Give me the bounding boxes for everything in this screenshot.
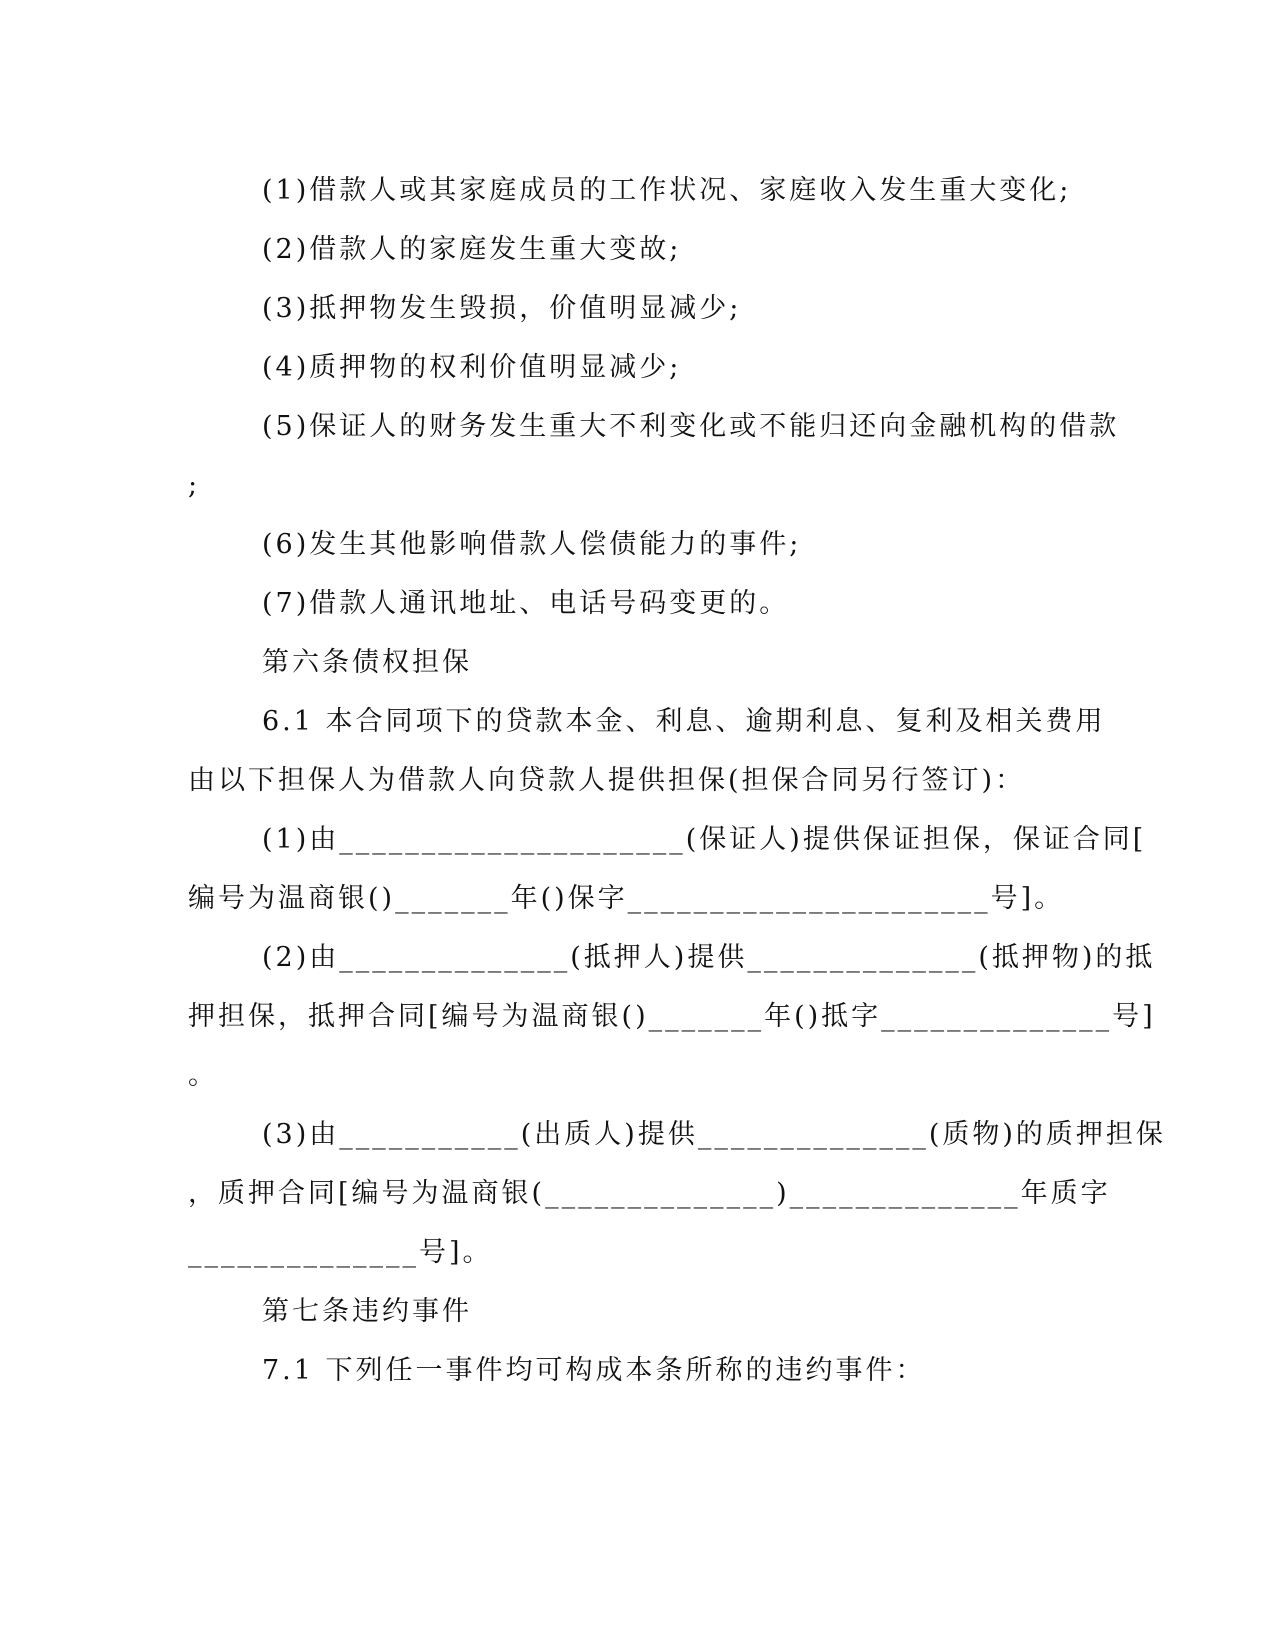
clause-7-1: 7.1 下列任一事件均可构成本条所称的违约事件： bbox=[262, 1355, 926, 1386]
list-item-5: (5)保证人的财务发生重大不利变化或不能归还向金融机构的借款 bbox=[262, 411, 1120, 442]
list-item-5-continuation: ; bbox=[188, 470, 201, 501]
list-item-7: (7)借款人通讯地址、电话号码变更的。 bbox=[262, 588, 790, 619]
article-7-heading: 第七条违约事件 bbox=[262, 1296, 472, 1327]
list-item-3: (3)抵押物发生毁损，价值明显减少; bbox=[262, 293, 742, 324]
guarantee-item-1-line-2: 编号为温商银()_______年()保字______________________号]。 bbox=[188, 883, 1065, 914]
clause-6-1-line-1: 6.1 本合同项下的贷款本金、利息、逾期利息、复利及相关费用 bbox=[262, 706, 1106, 737]
list-item-6: (6)发生其他影响借款人偿债能力的事件; bbox=[262, 529, 802, 560]
clause-6-1-line-2: 由以下担保人为借款人向贷款人提供担保(担保合同另行签订)： bbox=[188, 765, 1026, 796]
guarantee-item-3-line-2: ，质押合同[编号为温商银(______________)______________年质字 bbox=[188, 1178, 1111, 1209]
guarantee-item-3-line-1: (3)由___________(出质人)提供______________(质物)的质押担保 bbox=[262, 1119, 1166, 1150]
guarantee-item-2-line-1: (2)由______________(抵押人)提供______________(抵押物)的抵 bbox=[262, 942, 1156, 973]
guarantee-item-2-line-3: 。 bbox=[188, 1060, 218, 1091]
guarantee-item-2-line-2: 押担保，抵押合同[编号为温商银()_______年()抵字______________号] bbox=[188, 1001, 1156, 1032]
guarantee-item-3-line-3: ______________号]。 bbox=[188, 1237, 493, 1268]
list-item-2: (2)借款人的家庭发生重大变故; bbox=[262, 234, 682, 265]
list-item-1: (1)借款人或其家庭成员的工作状况、家庭收入发生重大变化; bbox=[262, 175, 1072, 206]
article-6-heading: 第六条债权担保 bbox=[262, 647, 472, 678]
list-item-4: (4)质押物的权利价值明显减少; bbox=[262, 352, 682, 383]
guarantee-item-1-line-1: (1)由_____________________(保证人)提供保证担保，保证合同[ bbox=[262, 824, 1147, 855]
